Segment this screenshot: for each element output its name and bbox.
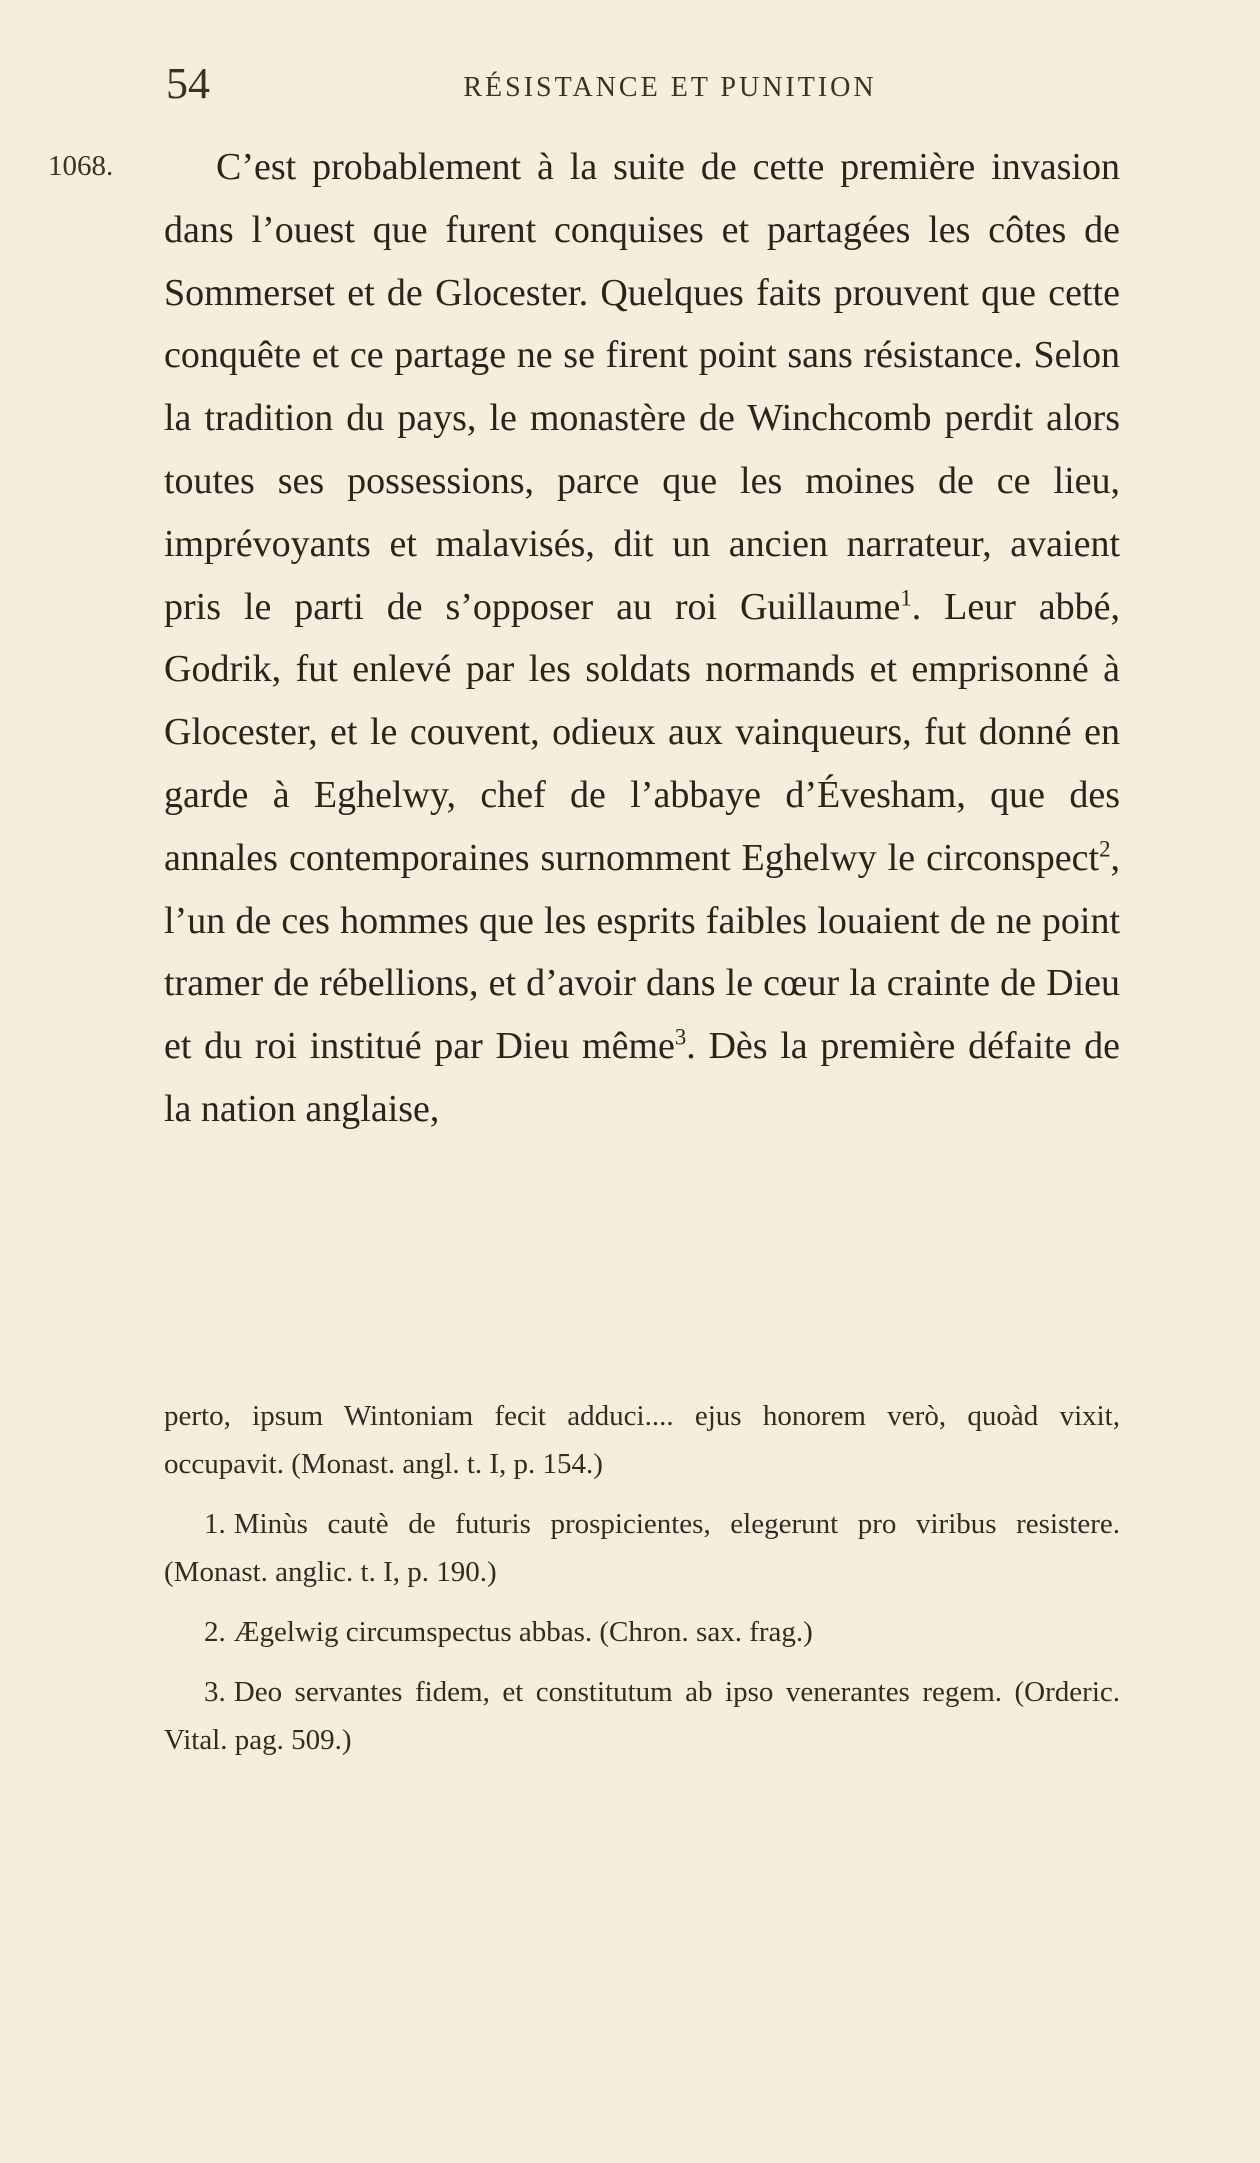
page-header xyxy=(160,58,1120,118)
margin-year-note: 1068. xyxy=(48,150,114,182)
page-number: 54 xyxy=(166,59,210,108)
footnote-3 xyxy=(164,1668,1120,1764)
footnote-text: Deo servantes fidem, et constitutum ab ipso venerantes regem. (Orderic. Vital. pag. 509.) xyxy=(164,1676,1120,1756)
footnote-continuation: perto, ipsum Wintoniam fecit adduci.... ejus honorem verò, quoàd vixit, occupavit. (Monast. angl. t. I, p. 154.) xyxy=(164,1400,1120,1480)
footnote-ref-1: 1 xyxy=(900,584,912,610)
paragraph-text-part-1: C’est probablement à la suite de cette première invasion dans l’ouest que furent conquises et partagées les côtes de Sommerset et de Glocester. Quelques faits prouvent que cette conquête et ce partage ne se firent point sans résistance. Selon la tradition du pays, le monastère de Winchcomb perdit alors toutes ses possessions, parce que les moines de ce lieu, imprévoyants et malavisés, dit un ancien narrateur, avaient pris le parti de s’opposer au roi Guillaume xyxy=(164,146,1120,628)
footnote-ref-3: 3 xyxy=(674,1024,687,1050)
paragraph-text-part-4: . Dès la première défaite de la nation anglaise, xyxy=(164,1025,1120,1130)
footnote-number: 2. xyxy=(204,1616,226,1648)
footnote-text: Minùs cautè de futuris prospicientes, elegerunt pro viribus resistere. (Monast. anglic. t. I, p. 190.) xyxy=(164,1508,1120,1588)
main-text xyxy=(164,136,1120,1141)
footnote-number: 3. xyxy=(204,1676,226,1708)
footnotes xyxy=(164,1392,1120,1776)
footnote-text: Ægelwig circumspectus abbas. (Chron. sax. frag.) xyxy=(233,1616,813,1648)
main-paragraph xyxy=(164,136,1120,1141)
footnote-ref-2: 2 xyxy=(1099,836,1111,862)
footnote-1 xyxy=(164,1500,1120,1596)
paragraph-text-part-3: , l’un de ces hommes que les esprits faibles louaient de ne point tramer de rébellions, et d’avoir dans le cœur la crainte de Dieu et du roi institué par Dieu même xyxy=(164,836,1120,1068)
paragraph-text-part-2: . Leur abbé, Godrik, fut enlevé par les soldats normands et emprisonné à Glocester, et le couvent, odieux aux vainqueurs, fut donné en garde à Eghelwy, chef de l’abbaye d’Évesham, que des annales contemporaines surnomment Eghelwy le circonspect xyxy=(164,585,1120,879)
running-title: RÉSISTANCE ET PUNITION xyxy=(463,72,877,103)
footnote-number: 1. xyxy=(204,1508,226,1540)
footnote-2 xyxy=(164,1608,1120,1656)
